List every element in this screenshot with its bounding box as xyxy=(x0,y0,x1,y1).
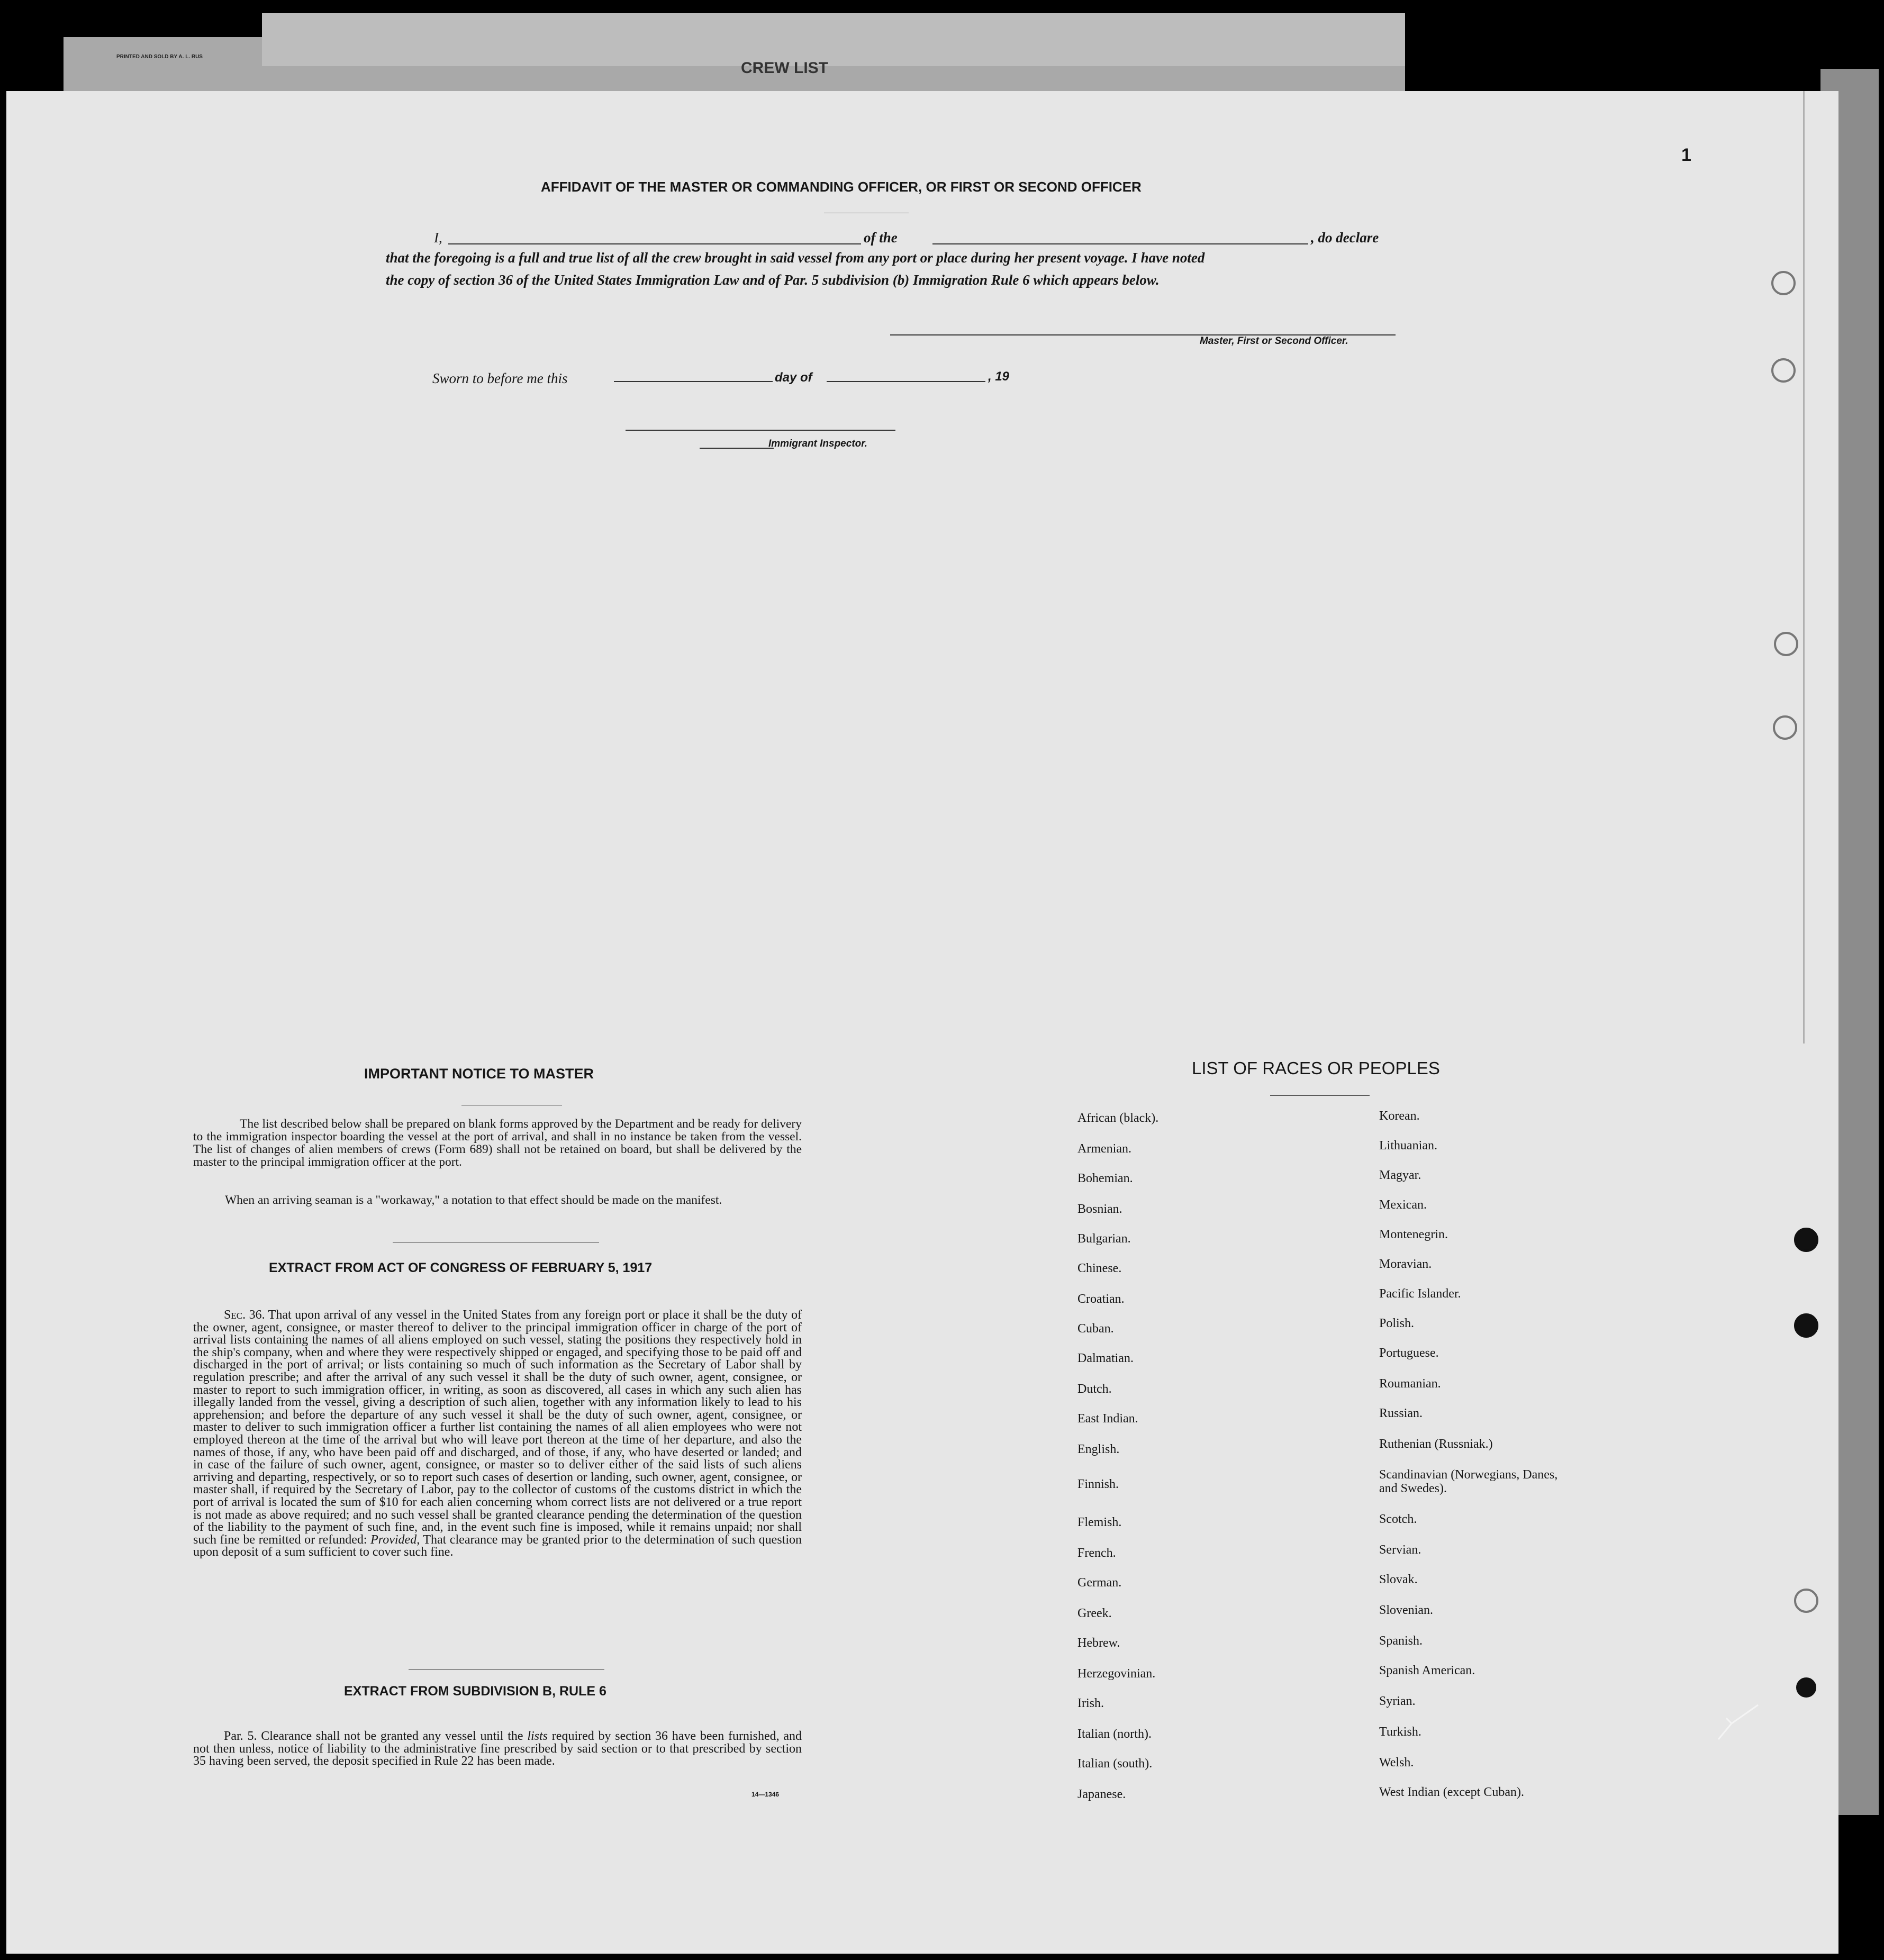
race-left: Croatian. xyxy=(1077,1292,1125,1306)
race-left: Chinese. xyxy=(1077,1262,1122,1275)
race-right: Polish. xyxy=(1379,1317,1415,1330)
race-right: Spanish American. xyxy=(1379,1664,1475,1677)
race-right: Servian. xyxy=(1379,1543,1421,1557)
year-label: , 19 xyxy=(988,369,1010,384)
race-left: Bulgarian. xyxy=(1077,1232,1131,1246)
race-right: Roumanian. xyxy=(1379,1377,1441,1391)
extract-act-text xyxy=(193,1309,802,1559)
master-signature-caption: Master, First or Second Officer. xyxy=(1200,335,1348,347)
race-right: Welsh. xyxy=(1379,1756,1414,1770)
race-right: Slovak. xyxy=(1379,1573,1418,1586)
back-title: CREW LIST xyxy=(741,59,828,77)
punch-hole-7 xyxy=(1794,1589,1818,1613)
punch-hole-5 xyxy=(1794,1228,1818,1252)
form-page xyxy=(6,91,1838,1954)
vessel-blank[interactable] xyxy=(932,243,1308,244)
inspector-caption: Immigrant Inspector. xyxy=(768,438,867,449)
sworn-month-blank[interactable] xyxy=(827,381,985,382)
race-left: Armenian. xyxy=(1077,1142,1131,1156)
race-right: Russian. xyxy=(1379,1407,1423,1420)
race-left: English. xyxy=(1077,1442,1120,1456)
races-rule xyxy=(1270,1095,1370,1096)
race-left: Japanese. xyxy=(1077,1787,1126,1801)
sec-36-text: That upon arrival of any vessel in the United States from any foreign port or place it shall be the duty of the owner, agent, consignee, or master thereof to deliver to the principal immigration officer in charge of the port of arrival lists containing the names of all aliens employed on such vessel, stating the positions they respectively hold in the ship's company, when and where they were respectively shipped or engaged, and specifying those to be paid off and discharged in the port of arrival; or lists containing so much of such information as the Secretary of Labor shall by regulation prescribe; and after the arrival of any such vessel it shall be the duty of such owner, agent, consignee, or master to report to such immigration officer, in writing, as soon as discovered, all cases in which any such alien has illegally landed from the vessel, giving a description of such alien, together with any information likely to lead to his apprehension; and before the departure of any such vessel it shall be the duty of such owner, agent, consignee, or master to deliver to such immigration officer a further list containing the names of all alien employees who were not employed thereon at the time of the arrival but who will leave port thereon at the time of her departure, and also the names of those, if any, who have been paid off and discharged, and of those, if any, who have deserted or landed; and in case of the failure of such owner, agent, consignee, or master so to deliver either of the said lists of such aliens arriving and departing, respectively, or so to report such cases of desertion or landing, such owner, agent, consignee, or master shall, if required by the Secretary of Labor, pay to the collector of customs of the customs district in which the port of arrival is located the sum of $10 for each alien concerning whom correct lists are not delivered or a true report is not made as above required; and no such vessel shall be granted clearance pending the determination of the question of the liability to the payment of such fine, and, in the event such fine is imposed, while it remains unpaid; nor shall such fine be remitted or refunded: xyxy=(193,1308,802,1547)
notice-para-1: The list described below shall be prepared on blank forms approved by the Department and be ready for delivery to the immigration inspector boarding the vessel at the port of arrival, and shall in no instance be taken from the vessel. The list of changes of alien members of crews (Form 689) shall not be retained on board, but shall be delivered by the master to the principal immigration officer at the port. xyxy=(193,1117,802,1169)
punch-hole-1 xyxy=(1771,271,1796,295)
race-left: Italian (south). xyxy=(1077,1757,1153,1771)
race-left: Dutch. xyxy=(1077,1382,1112,1396)
name-blank[interactable] xyxy=(448,243,861,244)
race-left: Finnish. xyxy=(1077,1477,1119,1491)
race-left: Bosnian. xyxy=(1077,1202,1122,1216)
race-left: Cuban. xyxy=(1077,1322,1114,1336)
race-right: Pacific Islander. xyxy=(1379,1287,1461,1301)
sec-label: Sec. 36. xyxy=(224,1308,265,1322)
provided-label: Provided, xyxy=(370,1532,420,1547)
notice-title: IMPORTANT NOTICE TO MASTER xyxy=(364,1066,594,1082)
race-right: Lithuanian. xyxy=(1379,1139,1437,1153)
race-right: Mexican. xyxy=(1379,1198,1427,1212)
race-left: African (black). xyxy=(1077,1111,1159,1125)
race-left: Hebrew. xyxy=(1077,1636,1120,1650)
affidavit-i-label: I, xyxy=(434,230,442,246)
back-sheet-tab xyxy=(262,13,1405,66)
inspector-short-rule xyxy=(700,448,774,449)
race-right: Scandinavian (Norwegians, Danes, and Swedes). xyxy=(1379,1468,1558,1495)
race-right: Korean. xyxy=(1379,1109,1420,1123)
race-left: Greek. xyxy=(1077,1607,1112,1620)
races-title: LIST OF RACES OR PEOPLES xyxy=(1192,1058,1440,1078)
race-right: Moravian. xyxy=(1379,1257,1432,1271)
extract-rule-text: Par. 5. Clearance shall not be granted any vessel until the lists required by section 36 have been furnished, and not then unless, notice of liability to the administrative fine prescribed by said section or to that prescribed by section 35 having been served, the deposit specified in Rule 22 has been made. xyxy=(193,1729,802,1768)
affidavit-do-declare: , do declare xyxy=(1311,230,1379,246)
notice-para-2: When an arriving seaman is a "workaway," a notation to that effect should be made on the manifest. xyxy=(225,1193,722,1207)
punch-hole-2 xyxy=(1771,358,1796,383)
race-right: Portuguese. xyxy=(1379,1346,1439,1360)
race-right: Syrian. xyxy=(1379,1694,1416,1708)
pencil-mark xyxy=(1716,1702,1763,1745)
race-right: Ruthenian (Russniak.) xyxy=(1379,1437,1493,1451)
affidavit-line-3: the copy of section 36 of the United States Immigration Law and of Par. 5 subdivision (b) Immigration Rule 6 which appears below. xyxy=(386,272,1160,288)
race-left: German. xyxy=(1077,1576,1122,1590)
race-right: Turkish. xyxy=(1379,1725,1421,1739)
printer-tag: PRINTED AND SOLD BY A. L. RUS xyxy=(116,54,203,60)
race-right: West Indian (except Cuban). xyxy=(1379,1785,1524,1799)
punch-hole-8 xyxy=(1796,1677,1816,1698)
inspector-signature-line[interactable] xyxy=(626,430,895,431)
race-right: Spanish. xyxy=(1379,1634,1423,1648)
form-number: 14—1346 xyxy=(751,1791,780,1798)
punch-hole-4 xyxy=(1773,715,1797,740)
affidavit-line-2: that the foregoing is a full and true list of all the crew brought in said vessel from any port or place during her present voyage. I have noted xyxy=(386,250,1205,266)
race-left: Irish. xyxy=(1077,1696,1104,1710)
race-left: East Indian. xyxy=(1077,1412,1138,1426)
page-number: 1 xyxy=(1681,145,1691,165)
sworn-label: Sworn to before me this xyxy=(432,370,568,386)
extract-act-title: EXTRACT FROM ACT OF CONGRESS OF FEBRUARY 5, 1917 xyxy=(269,1260,653,1275)
race-right: Magyar. xyxy=(1379,1168,1421,1182)
sworn-day-blank[interactable] xyxy=(614,381,773,382)
affidavit-of-the: of the xyxy=(864,230,898,246)
race-right: Montenegrin. xyxy=(1379,1228,1448,1241)
punch-hole-3 xyxy=(1774,632,1798,656)
sec-36-tail: That clearance may be granted prior to the determination of such question upon deposit of a sum sufficient to cover such fine. xyxy=(193,1532,802,1559)
race-left: Dalmatian. xyxy=(1077,1351,1134,1365)
page-fold-line xyxy=(1803,91,1805,1043)
punch-hole-6 xyxy=(1794,1313,1818,1338)
race-left: Flemish. xyxy=(1077,1516,1122,1529)
day-of-label: day of xyxy=(775,370,812,385)
race-left: Bohemian. xyxy=(1077,1172,1133,1185)
race-left: Herzegovinian. xyxy=(1077,1667,1156,1681)
race-left: Italian (north). xyxy=(1077,1727,1152,1741)
race-right: Slovenian. xyxy=(1379,1603,1433,1617)
extract-rule-title: EXTRACT FROM SUBDIVISION B, RULE 6 xyxy=(344,1684,606,1699)
affidavit-title: AFFIDAVIT OF THE MASTER OR COMMANDING OFFICER, OR FIRST OR SECOND OFFICER xyxy=(541,179,1142,195)
race-right: Scotch. xyxy=(1379,1512,1417,1526)
race-left: French. xyxy=(1077,1546,1116,1560)
